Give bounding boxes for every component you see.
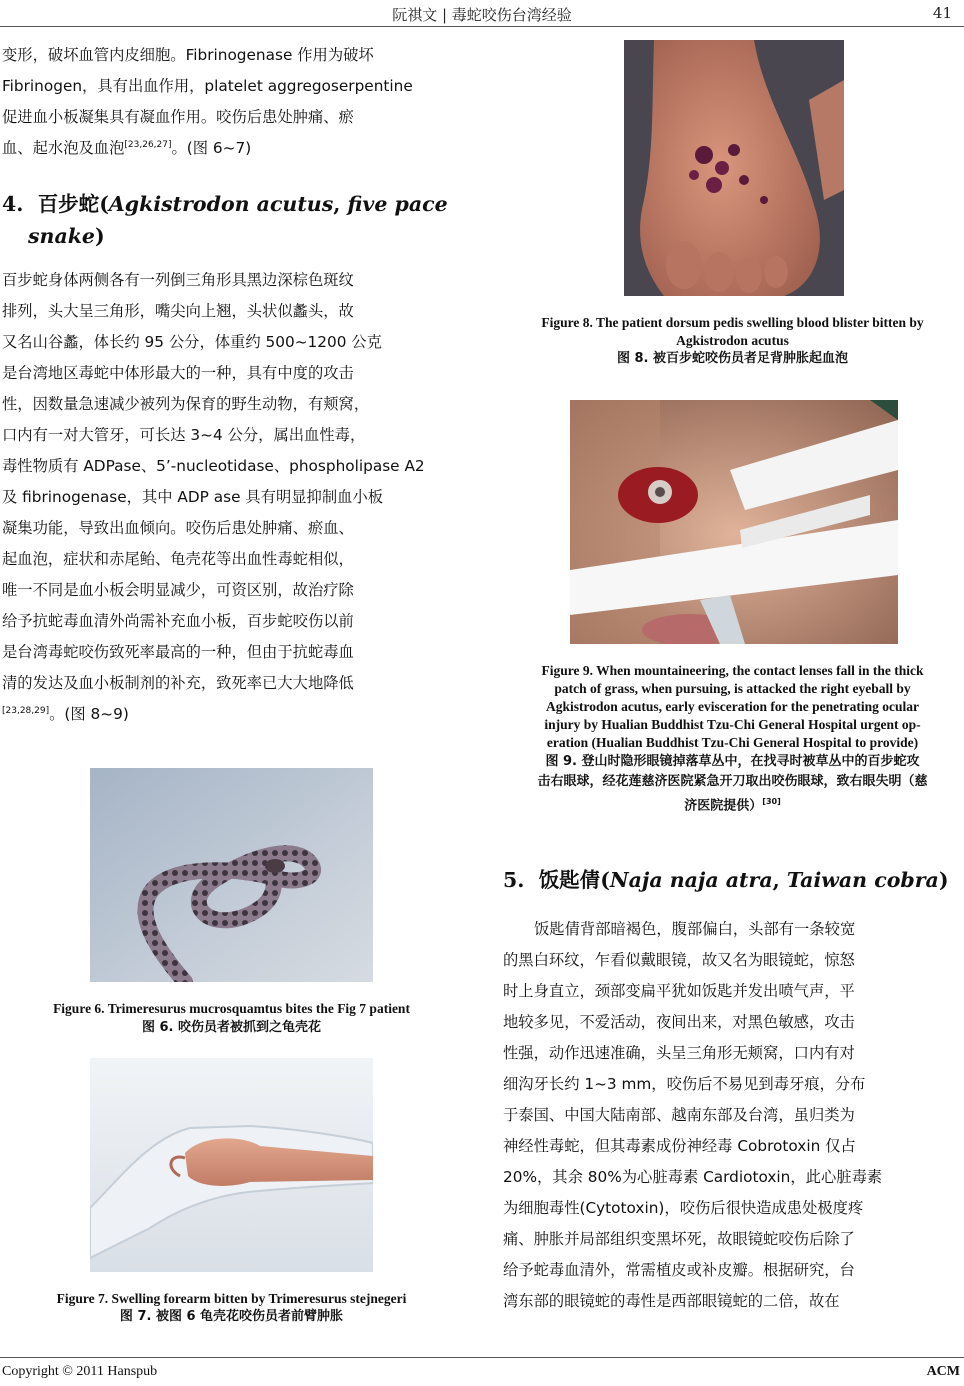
section-4-zh: 百步蛇: [37, 192, 100, 216]
figure-9-caption-en: Figure 9. When mountaineering, the contact lenses fall in the thick patch of grass, when pursuing, is attacked the right eyeball by Agkistrodon acutus, early evisceration for the penetrating ocular injury by Hualian Buddhist Tzu-Chi General Hospital urgent op- eration (Hualian Buddhist Tzu-Chi General Hospital to provide): [541, 663, 924, 750]
s5-line-11: 痛、肿胀并局部组织变黑坏死，故眼镜蛇咬伤后除了: [503, 1230, 855, 1248]
eye-injury-photo: [570, 400, 898, 644]
s4-line-3: 又名山谷蠡，体长约 95 公分，体重约 500~1200 公克: [2, 333, 382, 351]
s5-line-2: 的黑白环纹，乍看似戴眼镜，故又名为眼镜蛇，惊怒: [503, 951, 855, 969]
s5-line-8: 神经性毒蛇，但其毒素成份神经毒 Cobrotoxin 仅占: [503, 1137, 856, 1155]
s4-line-12: 给予抗蛇毒血清外尚需补充血小板，百步蛇咬伤以前: [2, 612, 354, 630]
s4-line-10: 起血泡，症状和赤尾鲐、龟壳花等出血性毒蛇相似，: [2, 550, 354, 568]
running-header: 阮祺文 | 毒蛇咬伤台湾经验: [392, 6, 572, 24]
citation-ref: [30]: [762, 797, 781, 806]
figure-8-image: [624, 40, 844, 296]
figure-6-caption-en: Figure 6. Trimeresurus mucrosquamtus bites the Fig 7 patient: [53, 1001, 410, 1016]
figure-7-caption-en: Figure 7. Swelling forearm bitten by Trimeresurus stejnegeri: [56, 1291, 407, 1306]
section-5-zh: 饭匙倩: [538, 868, 601, 892]
s4-line-7: 毒性物质有 ADPase、5’-nucleotidase、phospholipase A2: [2, 457, 425, 475]
s4-line-14: 清的发达及血小板制剂的补充，致死率已大大地降低: [2, 674, 354, 692]
figure-8-caption-en: Figure 8. The patient dorsum pedis swelling blood blister bitten by Agkistrodon acutus: [541, 315, 924, 348]
footer-rule: [0, 1357, 964, 1358]
s5-line-6: 细沟牙长约 1~3 mm，咬伤后不易见到毒牙痕，分布: [503, 1075, 866, 1093]
s4-line-5: 性，因数量急速减少被列为保育的野生动物，有颊窝，: [2, 395, 370, 413]
figure-8-caption-zh: 图 8. 被百步蛇咬伤员者足背肿胀起血泡: [616, 351, 849, 366]
forearm-photo: [90, 1058, 373, 1272]
intro-line-4: 血、起水泡及血泡[23,26,27]。(图 6~7): [2, 139, 252, 157]
snake-photo: [90, 768, 373, 982]
section-4-body: [2, 265, 461, 730]
s5-line-4: 地较多见，不爱活动，夜间出来，对黑色敏感，攻击: [503, 1013, 855, 1031]
s4-line-8: 及 fibrinogenase，其中 ADP ase 具有明显抑制血小板: [2, 488, 384, 506]
s5-line-1: 饭匙倩背部暗褐色，腹部偏白，头部有一条较宽: [534, 920, 856, 938]
s5-line-13: 湾东部的眼镜蛇的毒性是西部眼镜蛇的二倍，故在: [503, 1292, 840, 1310]
intro-line-1: 变形，破坏血管内皮细胞。Fibrinogenase 作用为破坏: [2, 46, 374, 64]
s4-line-2: 排列，头大呈三角形，嘴尖向上翘，头状似蠡头，故: [2, 302, 354, 320]
s5-line-12: 给予蛇毒血清外，常需植皮或补皮瓣。根据研究，台: [503, 1261, 855, 1279]
intro-line-3: 促进血小板凝集具有凝血作用。咬伤后患处肿痛、瘀: [2, 108, 354, 126]
s4-line-1: 百步蛇身体两侧各有一列倒三角形具黑边深棕色斑纹: [2, 271, 354, 289]
citation-ref: [23,26,27]: [124, 139, 172, 150]
header-rule: [0, 26, 964, 27]
s5-line-10: 为细胞毒性(Cytotoxin)，咬伤后很快造成患处极度疼: [503, 1199, 864, 1217]
intro-line-2: Fibrinogen，具有出血作用，platelet aggregoserpentine: [2, 77, 413, 95]
s5-line-9: 20%，其余 80%为心脏毒素 Cardiotoxin，此心脏毒素: [503, 1168, 883, 1186]
s5-line-5: 性强，动作迅速准确，头呈三角形无颊窝，口内有对: [503, 1044, 855, 1062]
section-5-body: [503, 914, 962, 1317]
s4-line-13: 是台湾毒蛇咬伤致死率最高的一种，但由于抗蛇毒血: [2, 643, 354, 661]
s4-line-9: 凝集功能，导致出血倾向。咬伤后患处肿痛、瘀血、: [2, 519, 354, 537]
figure-6-caption-zh: 图 6. 咬伤员者被抓到之龟壳花: [141, 1020, 322, 1035]
figure-9-image: [570, 400, 898, 644]
s4-line-6: 口内有一对大管牙，可长达 3~4 公分，属出血性毒，: [2, 426, 366, 444]
foot-photo: [624, 40, 844, 296]
page-number: 41: [932, 4, 952, 22]
figure-6-image: [90, 768, 373, 982]
figure-7-image: [90, 1058, 373, 1272]
figure-7-caption-zh: 图 7. 被图 6 龟壳花咬伤员者前臂肿胀: [119, 1309, 344, 1324]
journal-name: ACM: [926, 1364, 960, 1379]
copyright: Copyright © 2011 Hanspub: [2, 1364, 158, 1379]
figure-9-caption-zh: 图 9. 登山时隐形眼镜掉落草丛中，在找寻时被草丛中的百步蛇攻 击右眼球，经花莲慈济医院紧急开刀取出咬伤眼球，致右眼失明（慈 济医院提供）[30]: [537, 754, 928, 814]
intro-paragraph: [2, 40, 461, 164]
s5-line-7: 于泰国、中国大陆南部、越南东部及台湾，虽归类为: [503, 1106, 855, 1124]
s4-line-15: [23,28,29]。(图 8~9): [2, 705, 129, 723]
citation-ref: [23,28,29]: [2, 705, 50, 716]
section-4-heading: 4. 百步蛇(Agkistrodon acutus, five pace snake): [2, 192, 448, 248]
s4-line-4: 是台湾地区毒蛇中体形最大的一种，具有中度的攻击: [2, 364, 354, 382]
s4-line-11: 唯一不同是血小板会明显减少，可资区别，故治疗除: [2, 581, 354, 599]
s5-line-3: 时上身直立，颈部变扁平犹如饭匙并发出喷气声，平: [503, 982, 855, 1000]
section-5-heading: 5. 饭匙倩(Naja naja atra, Taiwan cobra): [503, 868, 949, 892]
